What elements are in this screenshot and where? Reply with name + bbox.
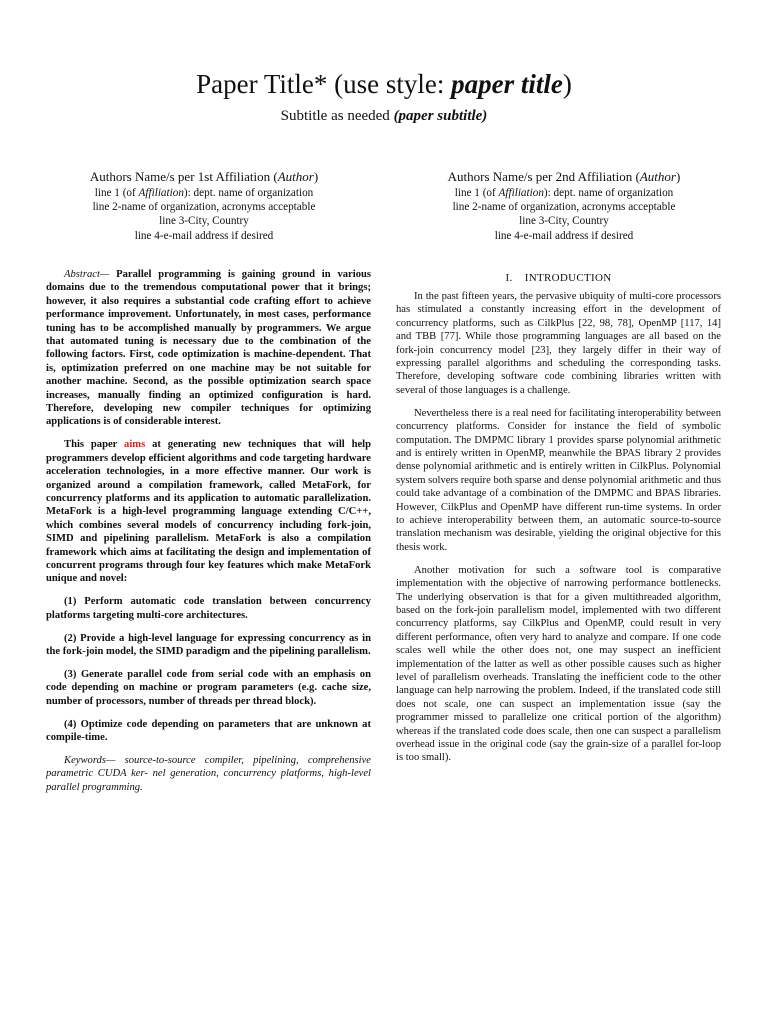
affiliation-line-3: line 3-City, Country bbox=[519, 215, 609, 228]
section-title-first: I bbox=[524, 272, 529, 284]
affiliation-line-1-suffix: ): dept. name of organization bbox=[543, 187, 674, 199]
affiliation-line-1 bbox=[394, 186, 734, 200]
title-prefix: Paper Title* (use style: bbox=[196, 69, 452, 99]
author-name-1 bbox=[34, 168, 374, 185]
affiliation-line-2: line 2-name of organization, acronyms acceptable bbox=[92, 201, 316, 214]
affiliation-line-1-italic: Affiliation bbox=[498, 187, 544, 199]
affiliation-line-3: line 3-City, Country bbox=[159, 215, 249, 228]
intro-paragraph-3: Another motivation for such a software tool is comparative implementation with the objective of narrowing performance bottlenecks. The underlying observation is that for a given multithreaded algorithm, based on the fork-join parallelism model, implemented with two different concurrency platforms, say CilkPlus and OpenMP, could result in very different performance, often very hard to analyze and compare. If one code scales well while the other does not, one may suspect an inefficient implementation of the latter as well as other possible causes such as higher level of parallelism overheads. Translating the inefficient code to the other language can help narrowing the problem. Indeed, if the translated code still does not scale, one can suspect an implementation issue (say the programmer missed to parallelize one critical portion of the algorithm) whereas if the translated code does scale, then one can suspect a parallelism overhead issue in the original code (say the grain-size of a parallel for-loop is too small). bbox=[396, 564, 721, 764]
title-italic: paper title bbox=[451, 69, 563, 99]
author-name-suffix: ) bbox=[675, 169, 681, 184]
affiliation-line-1 bbox=[34, 186, 374, 200]
affiliation-line-1-prefix: line 1 (of bbox=[454, 187, 499, 199]
paper-subtitle bbox=[0, 106, 768, 126]
subtitle-prefix: Subtitle as needed bbox=[280, 108, 394, 124]
affiliation-line-4: line 4-e-mail address if desired bbox=[494, 229, 634, 242]
affiliation-line-1-prefix: line 1 (of bbox=[94, 187, 139, 199]
aims-after: at generating new techniques that will help programmers develop efficient algorithms and code targeting hardware acceleration technologies, in a more effective manner. Our work is organized around a compilation framework, called MetaFork, for concurrency platforms and its application to automatic parallelization. MetaFork is a high-level programming language extending C/C++, which combines several models of concurrency including fork-join, SIMD and pipelining parallelism. MetaFork is also a compilation framework which aims at facilitating the design and implementation of concurrent programs through four key features which make MetaFork unique and novel: bbox=[46, 439, 371, 585]
feature-item-4: (4) Optimize code depending on parameters that are unknown at compile-time. bbox=[46, 718, 371, 744]
affiliation-line-1-italic: Affiliation bbox=[138, 187, 184, 199]
author-block-1 bbox=[34, 168, 374, 243]
section-title-rest: NTRODUCTION bbox=[528, 272, 612, 284]
feature-item-2: (2) Provide a high-level language for expressing concurrency as in the fork-join model, the SIMD paradigm and the pipelining parallelism. bbox=[46, 632, 371, 658]
abstract bbox=[46, 268, 371, 429]
author-name-2 bbox=[394, 168, 734, 185]
affiliation-line-2: line 2-name of organization, acronyms acceptable bbox=[452, 201, 676, 214]
keywords: Keywords— source-to-source compiler, pipelining, comprehensive parametric CUDA ker- nel generation, concurrency platforms, high-level parallel programming. bbox=[46, 755, 371, 793]
author-name-italic: Author bbox=[277, 169, 314, 184]
aims-paragraph bbox=[46, 438, 371, 585]
aims-highlight: aims bbox=[124, 439, 146, 451]
right-column bbox=[396, 268, 721, 774]
author-name-prefix: Authors Name/s per 2nd Affiliation ( bbox=[447, 169, 640, 184]
title-suffix: ) bbox=[562, 69, 572, 99]
left-column bbox=[46, 268, 371, 804]
author-block-2 bbox=[394, 168, 734, 243]
author-name-italic: Author bbox=[639, 169, 676, 184]
abstract-label: Abstract— bbox=[64, 269, 110, 280]
section-number: I. bbox=[505, 272, 513, 284]
abstract-text: Parallel programming is gaining ground in various domains due to the tremendous computational power that it brings; however, it also requires a substantial code crafting effort to achieve performance improvement. Unfortunately, in most cases, performance tuning has to be accomplished manually by programmers. We argue that automated tuning is necessary due to the combination of the following factors. First, code optimization is machine-dependent. That is, optimization preferred on one machine may be not suitable for another machine. Second, as the possible optimization search space increases, manually finding an optimized configuration is hard. Therefore, developing new compiler techniques for optimizing applications is of considerable interest. bbox=[46, 269, 371, 428]
intro-paragraph-1: In the past fifteen years, the pervasive ubiquity of multi-core processors has stimulated a constantly increasing effort in the development of concurrency platforms, such as CilkPlus [22, 98, 78], OpenMP [117, 14] and TBB [77]. While those programming languages are all based on the fork-join concurrency model [23], they largely differ in their way of expressing parallel algorithms and scheduling the corresponding tasks. Therefore, developing software code combining libraries written with several of those languages is a challenge. bbox=[396, 291, 721, 396]
subtitle-italic: (paper subtitle) bbox=[393, 108, 488, 124]
author-name-prefix: Authors Name/s per 1st Affiliation ( bbox=[89, 169, 278, 184]
aims-before: This paper bbox=[64, 439, 125, 451]
paper-title bbox=[0, 66, 768, 102]
affiliation-line-4: line 4-e-mail address if desired bbox=[134, 229, 274, 242]
feature-item-1: (1) Perform automatic code translation between concurrency platforms targeting multi-core architectures. bbox=[46, 596, 371, 621]
section-heading bbox=[396, 271, 721, 285]
feature-item-3: (3) Generate parallel code from serial code with an emphasis on code depending on machine or program parameters (e.g. cache size, number of processors, number of threads per thread block). bbox=[46, 668, 371, 707]
intro-paragraph-2: Nevertheless there is a real need for facilitating interoperability between concurrency platforms. Consider for instance the field of symbolic computation. The DMPMC library 1 provides sparse polynomial arithmetic and is entirely written in OpenMP, meanwhile the BPAS library 2 provides dense polynomial arithmetic and is entirely written in CilkPlus. Polynomial system solvers require both sparse and dense polynomial arithmetic and thus could take advantage of a combination of the DMPMC and BPAS libraries. However, CilkPlus and OpenMP have different run-time systems. In order to achieve interoperability between them, an automatic source-to-source translation mechanism was desirable, yielding the original objective for this thesis work. bbox=[396, 407, 721, 553]
affiliation-line-1-suffix: ): dept. name of organization bbox=[183, 187, 314, 199]
author-name-suffix: ) bbox=[313, 169, 319, 184]
